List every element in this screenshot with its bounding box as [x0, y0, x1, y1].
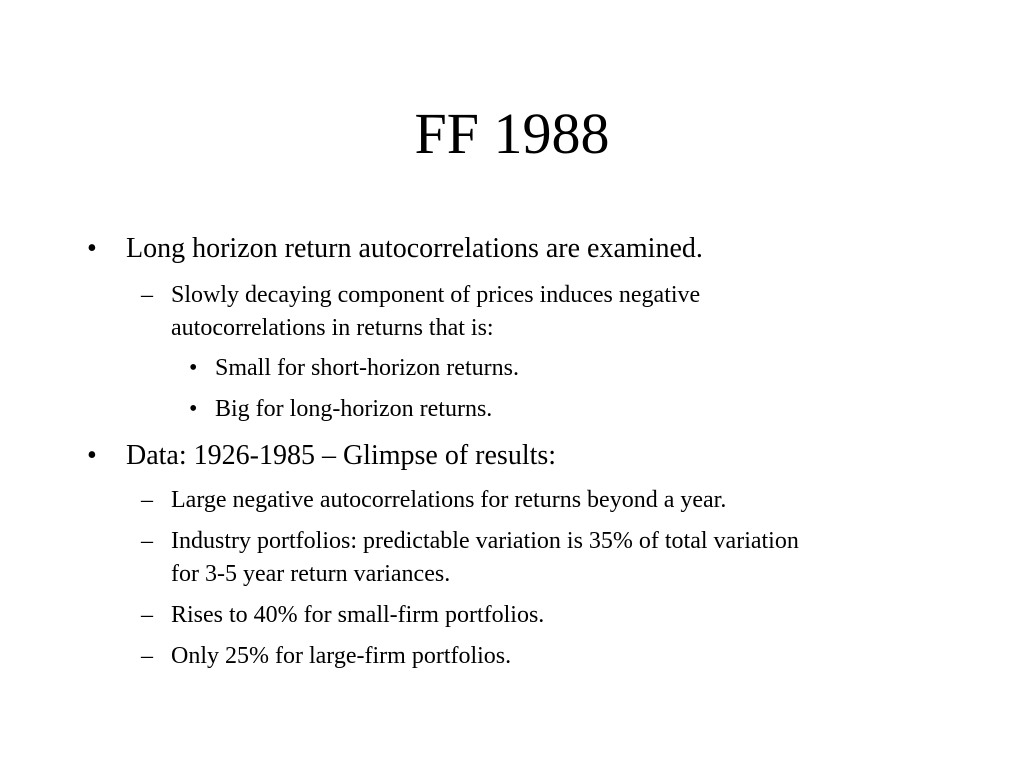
bullet-level2 [141, 279, 701, 312]
bullet-dot-icon: • [87, 233, 97, 264]
bullet-text: Industry portfolios: predictable variation is 35% of total variation [171, 528, 799, 554]
bullet-level2 [141, 599, 545, 632]
bullet-level1 [87, 232, 703, 266]
bullet-level3 [189, 352, 519, 385]
dash-icon: – [141, 282, 153, 308]
bullet-text: autocorrelations in returns that is: [171, 315, 494, 341]
bullet-dot-icon: • [189, 355, 198, 381]
bullet-text: Large negative autocorrelations for returns beyond a year. [171, 487, 727, 513]
bullet-level2 [141, 525, 799, 558]
slide-title: FF 1988 [414, 101, 610, 166]
bullet-text: Slowly decaying component of prices induces negative [171, 282, 701, 308]
bullet-level1 [87, 439, 557, 473]
dash-icon: – [141, 528, 153, 554]
bullet-text: Long horizon return autocorrelations are examined. [126, 233, 703, 264]
bullet-dot-icon: • [189, 396, 198, 422]
bullet-text: for 3-5 year return variances. [171, 561, 451, 587]
bullet-dot-icon: • [87, 440, 97, 471]
bullet-text: Small for short-horizon returns. [215, 355, 519, 381]
bullet-level2-continuation [171, 312, 494, 345]
bullet-level2 [141, 640, 512, 673]
dash-icon: – [141, 643, 153, 669]
bullet-text: Rises to 40% for small-firm portfolios. [171, 602, 545, 628]
bullet-level3 [189, 393, 493, 426]
bullet-text: Data: 1926-1985 – Glimpse of results: [126, 440, 557, 471]
bullet-level2-continuation [171, 558, 450, 591]
dash-icon: – [141, 602, 153, 628]
bullet-level2 [141, 484, 727, 517]
dash-icon: – [141, 487, 153, 513]
bullet-text: Only 25% for large-firm portfolios. [171, 643, 512, 669]
bullet-text: Big for long-horizon returns. [215, 396, 493, 422]
